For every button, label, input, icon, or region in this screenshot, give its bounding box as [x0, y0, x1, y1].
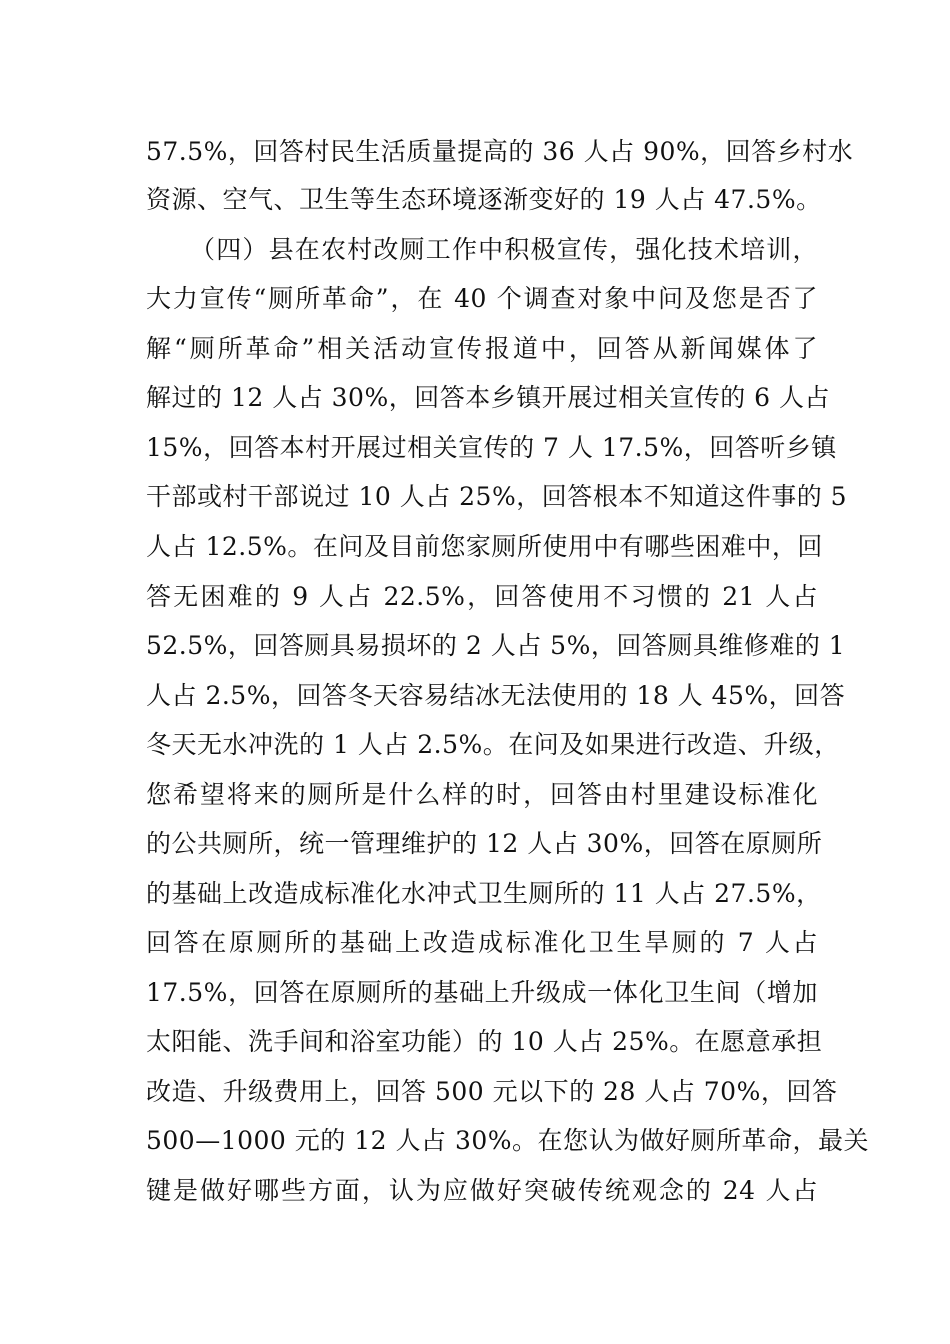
- text-line: 人占 12.5%。在问及目前您家厕所使用中有哪些困难中，回: [146, 532, 823, 561]
- text-line: 15%，回答本村开展过相关宣传的 7 人 17.5%，回答听乡镇: [146, 433, 837, 462]
- text-line: 冬天无水冲洗的 1 人占 2.5%。在问及如果进行改造、升级，: [146, 730, 840, 759]
- text-line: 解“厕所革命”相关活动宣传报道中，回答从新闻媒体了: [146, 334, 818, 363]
- text-line: 57.5%，回答村民生活质量提高的 36 人占 90%，回答乡村水: [146, 137, 854, 166]
- text-line: 人占 2.5%，回答冬天容易结冰无法使用的 18 人 45%，回答: [146, 681, 846, 710]
- text-line: 答无困难的 9 人占 22.5%，回答使用不习惯的 21 人占: [146, 582, 818, 611]
- text-line: 资源、空气、卫生等生态环境逐渐变好的 19 人占 47.5%。: [146, 185, 822, 214]
- text-line: 17.5%，回答在原厕所的基础上升级成一体化卫生间（增加: [146, 978, 818, 1007]
- text-line: 的基础上改造成标准化水冲式卫生厕所的 11 人占 27.5%，: [146, 879, 822, 908]
- text-line: 干部或村干部说过 10 人占 25%，回答根本不知道这件事的 5: [146, 482, 848, 511]
- text-line: 改造、升级费用上，回答 500 元以下的 28 人占 70%，回答: [146, 1077, 838, 1106]
- text-line: 太阳能、洗手间和浴室功能）的 10 人占 25%。在愿意承担: [146, 1027, 823, 1056]
- text-line: 键是做好哪些方面，认为应做好突破传统观念的 24 人占: [146, 1176, 818, 1205]
- text-line: 您希望将来的厕所是什么样的时，回答由村里建设标准化: [146, 780, 818, 809]
- text-line: 解过的 12 人占 30%，回答本乡镇开展过相关宣传的 6 人占: [146, 383, 831, 412]
- text-line: 500—1000 元的 12 人占 30%。在您认为做好厕所革命，最关: [146, 1126, 870, 1155]
- text-line: 回答在原厕所的基础上改造成标准化卫生旱厕的 7 人占: [146, 928, 818, 957]
- text-line: 大力宣传“厕所革命”，在 40 个调查对象中问及您是否了: [146, 284, 818, 313]
- text-line: 52.5%，回答厕具易损坏的 2 人占 5%，回答厕具维修难的 1: [146, 631, 846, 660]
- paragraph-start-line: （四）县在农村改厕工作中积极宣传，强化技术培训，: [190, 235, 818, 264]
- text-line: 的公共厕所，统一管理维护的 12 人占 30%，回答在原厕所: [146, 829, 823, 858]
